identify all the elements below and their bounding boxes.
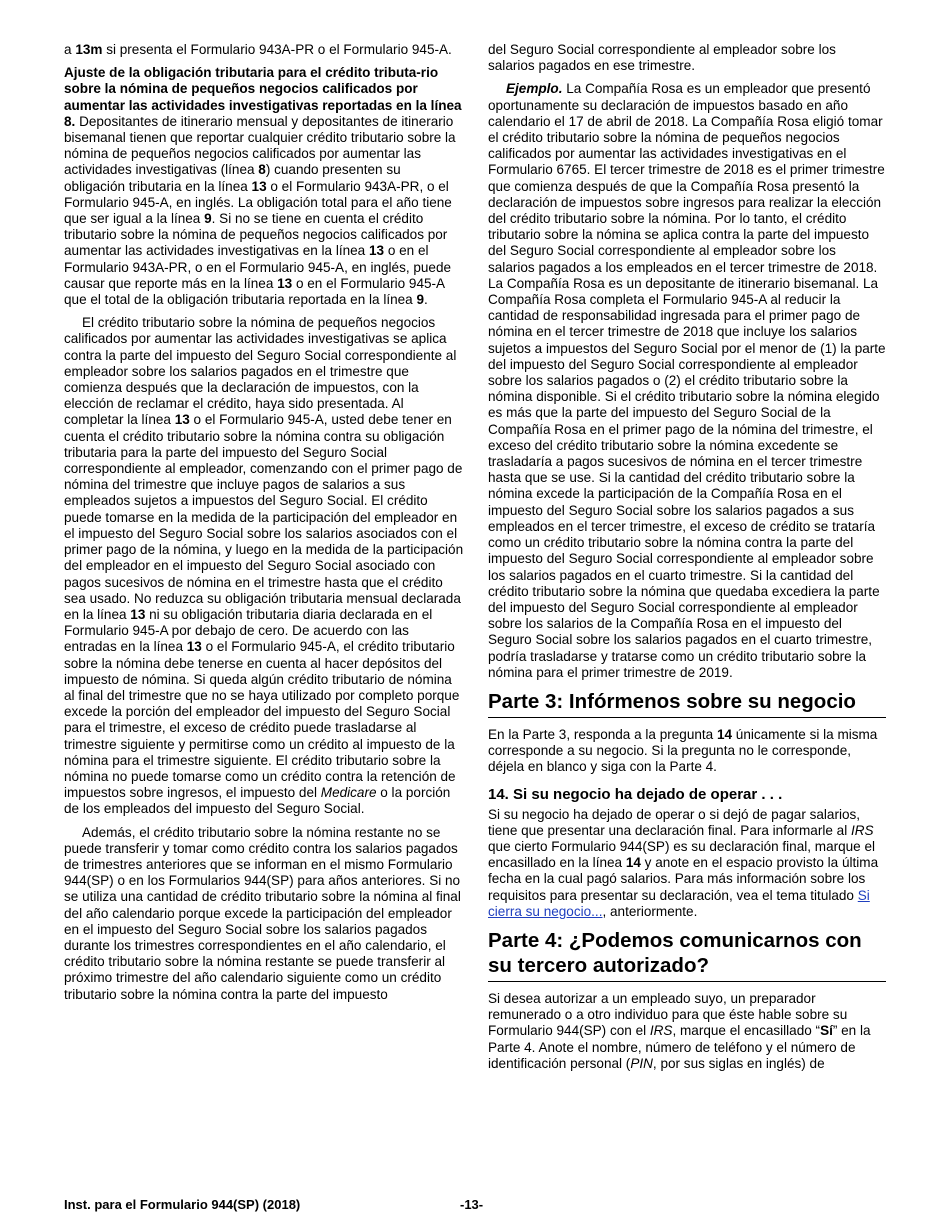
- right-column: [488, 42, 886, 1079]
- paragraph-obligation-adjustment: Ajuste de la obligación tributaria para el crédito tributa-rio sobre la nómina de pequeños negocios calificados por aumentar las actividades investigativas reportadas en la línea 8. Depositantes de itinerario mensual y depositantes de itinerario bisemanal tienen que reportar cualquier crédito tributario sobre la nómina de pequeños negocios calificados por aumentar las actividades investigativas (línea 8) cuando presenten su obligación tributaria en la línea 13 o el Formulario 943A-PR, o el Formulario 945-A, en inglés. La obligación total para el año tiene que ser igual a la línea 9. Si no se tiene en cuenta el crédito tributario sobre la nómina de pequeños negocios calificados por aumentar las actividades investigativas en la línea 13 o en el Formulario 943A-PR, o en el Formulario 945-A, en inglés, puede causar que reporte más en la línea 13 o en el Formulario 945-A que el total de la obligación tributaria reportada en la línea 9.: [64, 65, 462, 308]
- paragraph-example: Ejemplo. La Compañía Rosa es un empleador que presentó oportunamente su declaración de impuestos basado en año calendario el 17 de abril de 2018. La Compañía Rosa eligió tomar el crédito tributario sobre la nómina de pequeños negocios calificados por aumentar las actividades investigativas en el Formulario 6765. El tercer trimestre de 2018 es el primer trimestre que comienza después de que la Compañía Rosa presentó la declaración de impuestos sobre ingresos para realizar la elección del crédito tributario sobre la nómina. Por lo tanto, el crédito tributario sobre la nómina se aplica contra la parte del impuesto del Seguro Social correspondiente al empleador sobre los salarios pagados a los empleados en el tercer trimestre de 2018. La Compañía Rosa es un depositante de itinerario bisemanal. La Compañía Rosa completa el Formulario 945-A al reducir la cantidad de responsabilidad ingresada para el primer pago de nómina en el tercer trimestre de 2018 que incluye los salarios sujetos a impuestos del Seguro Social por el menor de (1) la parte del impuesto del Seguro Social correspondiente al empleador sobre los salarios pagados o (2) el crédito tributario sobre la nómina disponible. Si el crédito tributario sobre la nómina elegido es más que la parte del impuesto del Seguro Social de la Compañía Rosa en el primer pago de la nómina del trimestre, el exceso del crédito tributario sobre la nómina excedente se trasladaría a pagos sucesivos de nómina en el tercer trimestre hasta que se use. Si la cantidad del crédito tributario sobre la nómina excede la participación de la Compañía Rosa en el impuesto del Seguro Social sobre los salarios pagados a sus empleados en el tercer trimestre, el exceso de crédito se trataría como un crédito tributario sobre la nómina contra la parte del impuesto del Seguro Social correspondiente al empleador sobre los salarios pagados en el cuarto trimestre. Si la cantidad del crédito tributario sobre la nómina que quedaba excediera la parte del impuesto del Seguro Social correspondiente al empleador sobre los salarios de la Compañía Rosa en el impuesto del Seguro Social sobre los salarios pagados en el cuarto trimestre, podría trasladarse y tratarse como un crédito tributario sobre la nómina para el primer trimestre de 2019.: [488, 81, 886, 680]
- paragraph: del Seguro Social correspondiente al empleador sobre los salarios pagados en ese trimestre.: [488, 42, 836, 74]
- page-footer: [64, 1197, 886, 1215]
- section-heading-part-4: Parte 4: ¿Podemos comunicarnos con su tercero autorizado?: [488, 928, 886, 982]
- section-heading-part-3: Parte 3: Infórmenos sobre su negocio: [488, 689, 886, 718]
- paragraph: Si su negocio ha dejado de operar o si dejó de pagar salarios, tiene que presentar una declaración final. Para informarle al IRS que cierto Formulario 944(SP) es su declaración final, marque el encasillado en la línea 14 y anote en el espacio provisto la última fecha en la cual pagó salarios. Para más información sobre los requisitos para presentar su declaración, vea el tema titulado Si cierra su negocio..., anteriormente.: [488, 806, 879, 919]
- subheading-line-14: 14. Si su negocio ha dejado de operar . . .: [488, 785, 783, 803]
- page-number: -13-: [460, 1197, 484, 1212]
- paragraph: El crédito tributario sobre la nómina de pequeños negocios calificados por aumentar las actividades investigativas se aplica contra la parte del impuesto del Seguro Social correspondiente al empleador sobre los salarios pagados en el trimestre que comienza después que la declaración de impuestos, con la elección de reclamar el crédito, haya sido presentada. Al completar la línea 13 o el Formulario 945-A, usted debe tener en cuenta el crédito tributario sobre la nómina contra su obligación tributaria para la parte del impuesto del Seguro Social correspondiente al empleador, comenzando con el primer pago de nómina del trimestre que incluye pagos de salarios a sus empleados sujetos a impuestos del Seguro Social. El crédito puede tomarse en la medida de la participación del empleador en el impuesto del Seguro Social sobre los salarios asociados con el primer pago de la nómina, y luego en la medida de la participación del empleador en el impuesto del Seguro Social asociado con pagos sucesivos de nómina en el trimestre hasta que el crédito sea usado. No reduzca su obligación tributaria mensual declarada en la línea 13 ni su obligación tributaria diaria declarada en el Formulario 945-A por debajo de cero. De acuerdo con las entradas en la línea 13 o el Formulario 945-A, el crédito tributario sobre la nómina debe tenerse en cuenta al hacer depósitos del impuesto de nómina. Si queda algún crédito tributario de nómina al final del trimestre que no se haya utilizado por completo porque excede la porción del empleador del impuesto del Seguro Social para el trimestre, el exceso de crédito puede trasladarse al trimestre siguiente y permitirse como un crédito al impuesto de la nómina para el trimestre siguiente. El crédito tributario sobre la nómina no puede tomarse como un crédito contra la retención de impuestos sobre ingresos, el impuesto del Medicare o la porción de los empleados del impuesto del Seguro Social.: [64, 315, 464, 817]
- link-si-cierra-su-negocio[interactable]: Si cierra su negocio...: [488, 887, 870, 919]
- paragraph-run-in-heading: Ajuste de la obligación tributaria para el crédito tributa-rio sobre la nómina de pequeños negocios calificados por aumentar las actividades investigativas reportadas en la línea 8.: [64, 65, 462, 129]
- left-column: [64, 42, 464, 1010]
- paragraph: a 13m si presenta el Formulario 943A-PR o el Formulario 945-A.: [64, 42, 452, 57]
- example-label: Ejemplo.: [506, 81, 563, 97]
- paragraph: Además, el crédito tributario sobre la nómina restante no se puede transferir y tomar como crédito contra los salarios pagados de trimestres anteriores que se informan en el mismo Formulario 944(SP) o en los Formularios 944(SP) para años anteriores. Si no se utiliza una cantidad de crédito tributario sobre la nómina al final del año calendario porque excede la participación del empleador en el impuesto del Seguro Social sobre los salarios pagados durante los trimestres correspondientes en el año calendario, el crédito tributario sobre la nómina restante se puede transferir al próximo trimestre del año calendario siguiente como un crédito tributario sobre la nómina contra la parte del impuesto: [64, 824, 461, 1002]
- paragraph: En la Parte 3, responda a la pregunta 14 únicamente si la misma corresponde a su negocio. Si la pregunta no le corresponde, déjela en blanco y siga con la Parte 4.: [488, 726, 878, 775]
- footer-form-name: Inst. para el Formulario 944(SP) (2018): [64, 1197, 301, 1212]
- paragraph: Si desea autorizar a un empleado suyo, un preparador remunerado o a otro individuo para que éste hable sobre su Formulario 944(SP) con el IRS, marque el encasillado “Sí” en la Parte 4. Anote el nombre, número de teléfono y el número de identificación personal (PIN, por sus siglas en inglés) de: [488, 990, 871, 1071]
